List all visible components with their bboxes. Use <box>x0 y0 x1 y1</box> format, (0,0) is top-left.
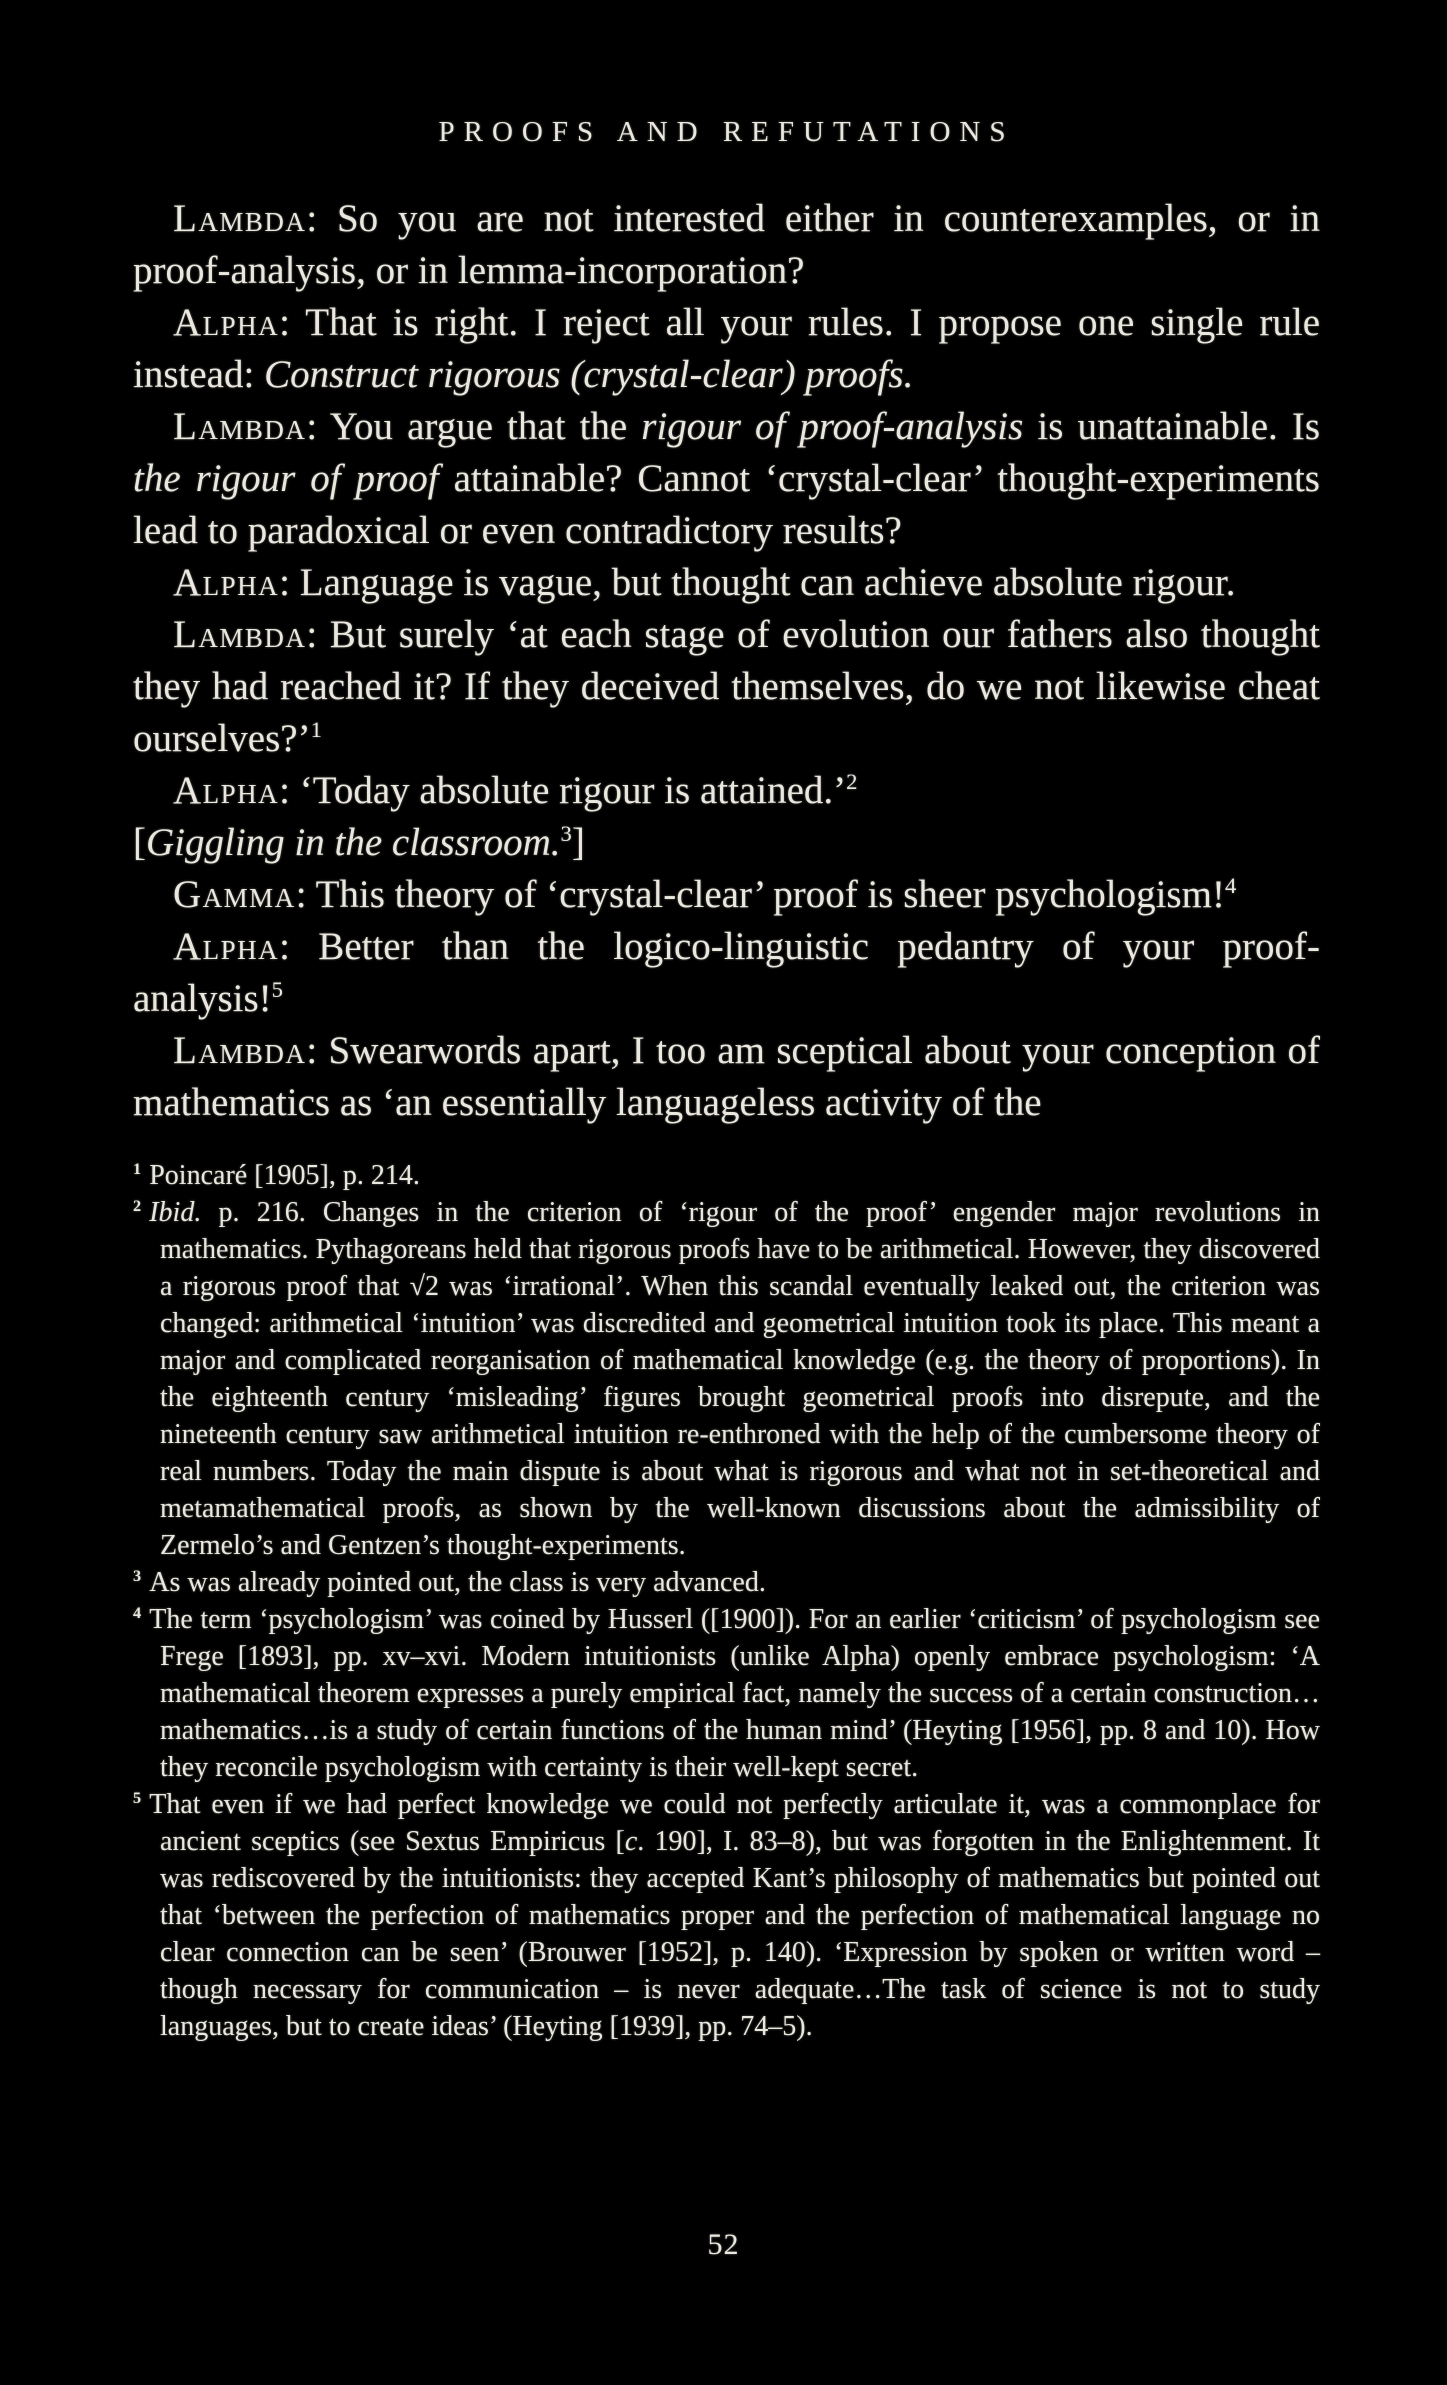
running-title: PROOFS AND REFUTATIONS <box>438 116 1015 148</box>
text-segment: : This theory of ‘crystal-clear’ proof is sheer psychologism! <box>295 873 1225 916</box>
text-segment: the rigour of proof <box>133 457 439 500</box>
text-segment: is unattainable. Is <box>1023 405 1320 448</box>
footnote-3 <box>133 1564 1320 1601</box>
text-segment: 1 <box>310 717 322 742</box>
text-segment: : You argue that the <box>306 405 642 448</box>
dialogue-paragraph-alpha-4 <box>133 921 1320 1025</box>
text-segment: : But surely ‘at each stage of evolution our fathers also thought they had reached it? If they deceived themselves, do we not likewise cheat ourselves?’ <box>133 613 1320 760</box>
speaker-name: Alpha <box>173 925 280 968</box>
page-content <box>133 116 1320 2045</box>
text-segment: attainable? Cannot ‘crystal-clear’ thought-experiments lead to paradoxical or even contradictory results? <box>133 457 1320 552</box>
text-segment: ] <box>571 821 585 864</box>
text-segment: : That is right. I reject all your rules. I propose one single rule instead: <box>133 301 1320 396</box>
text-segment: . 190], I. 83–8), but was forgotten in the Enlightenment. It was rediscovered by the intuitionists: they accepted Kant’s philosophy of mathematics but pointed out that ‘between the perfection of mathematics proper and the perfection of mathematical language no clear connection can be seen’ (Brouwer [1952], p. 140). ‘Expression by spoken or written word – though necessary for communication – is never adequate…The task of science is not to study languages, but to create ideas’ (Heyting [1939], pp. 74–5). <box>160 1826 1320 2042</box>
dialogue-paragraph-alpha-3 <box>133 765 1320 817</box>
text-segment: rigour of proof-analysis <box>641 405 1024 448</box>
speaker-name: Alpha <box>173 769 280 812</box>
page-number: 52 <box>707 2228 740 2261</box>
footnote-number: 2 <box>133 1196 142 1215</box>
footnote-number: 5 <box>133 1788 142 1807</box>
footnote-text <box>149 1197 1320 1561</box>
footnote-1 <box>133 1157 1320 1194</box>
text-segment: Ibid. <box>149 1197 202 1228</box>
speaker-name: Alpha <box>173 561 280 604</box>
footnote-2 <box>133 1194 1320 1564</box>
speaker-name: Lambda <box>173 1029 307 1072</box>
text-segment: 2 <box>846 769 858 794</box>
text-segment: c <box>624 1826 638 1857</box>
text-segment: 4 <box>1224 873 1237 898</box>
text-segment: The term ‘psychologism’ was coined by Husserl ([1900]). For an earlier ‘criticism’ of psychologism see Frege [1893], pp. xv–xvi. Modern intuitionists (unlike Alpha) openly embrace psychologism: ‘A mathematical theorem expresses a purely empirical fact, namely the success of a certain construction…mathematics…is a study of certain functions of the human mind’ (Heyting [1956], pp. 8 and 10). How they reconcile psychologism with certainty is their well-kept secret. <box>149 1604 1320 1783</box>
text-segment: As was already pointed out, the class is very advanced. <box>149 1567 766 1598</box>
dialogue-paragraph-lambda-4 <box>133 1025 1320 1129</box>
footnote-text <box>149 1567 766 1598</box>
footnote-number: 3 <box>133 1566 142 1585</box>
text-segment: 3 <box>560 821 572 846</box>
text-segment: : So you are not interested either in counterexamples, or in proof-analysis, or in lemma-incorporation? <box>133 197 1320 292</box>
text-segment: p. 216. Changes in the criterion of ‘rigour of the proof’ engender major revolutions in mathematics. Pythagoreans held that rigorous proofs have to be arithmetical. However, they discovered a rigorous proof that √2 was ‘irrational’. When this scandal eventually leaked out, the criterion was changed: arithmetical ‘intuition’ was discredited and geometrical intuition took its place. This meant a major and complicated reorganisation of mathematical knowledge (e.g. the theory of proportions). In the eighteenth century ‘misleading’ figures brought geometrical proofs into disrepute, and the nineteenth century saw arithmetical intuition re-enthroned with the help of the cumbersome theory of real numbers. Today the main dispute is about what is rigorous and what not in set-theoretical and metamathematical proofs, as shown by the well-known discussions about the admissibility of Zermelo’s and Gentzen’s thought-experiments. <box>160 1197 1320 1561</box>
text-segment: 5 <box>271 977 283 1002</box>
speaker-name: Gamma <box>173 873 296 916</box>
footnotes-section <box>133 1157 1320 2045</box>
dialogue-paragraph-alpha-1 <box>133 297 1320 401</box>
footnote-number: 4 <box>133 1603 142 1622</box>
text-segment: : ‘Today absolute rigour is attained.’ <box>279 769 847 812</box>
footnote-text <box>149 1604 1320 1783</box>
footnote-5 <box>133 1786 1320 2045</box>
text-segment: Construct rigorous (crystal-clear) proofs. <box>264 353 914 396</box>
speaker-name: Lambda <box>173 613 307 656</box>
dialogue-paragraph-lambda-2 <box>133 401 1320 557</box>
text-segment: : Better than the logico-linguistic pedantry of your proof-analysis! <box>133 925 1320 1020</box>
footnote-text <box>149 1160 420 1191</box>
text-segment: Giggling in the classroom. <box>146 821 561 864</box>
dialogue-paragraph-alpha-2 <box>133 557 1320 609</box>
dialogue-section <box>133 193 1320 1129</box>
text-segment: : Language is vague, but thought can achieve absolute rigour. <box>279 561 1236 604</box>
stage-direction-giggling <box>133 817 1320 869</box>
text-segment: Poincaré [1905], p. 214. <box>149 1160 420 1191</box>
footnote-number: 1 <box>133 1159 142 1178</box>
dialogue-paragraph-lambda-3 <box>133 609 1320 765</box>
speaker-name: Lambda <box>173 197 307 240</box>
text-segment: : Swearwords apart, I too am sceptical about your conception of mathematics as ‘an essentially languageless activity of the <box>133 1029 1320 1124</box>
speaker-name: Alpha <box>173 301 280 344</box>
footnote-text <box>149 1789 1320 2042</box>
text-segment: That even if we had perfect knowledge we could not perfectly articulate it, was a commonplace for ancient sceptics (see Sextus Empiricus [ <box>149 1789 1320 1857</box>
footnote-4 <box>133 1601 1320 1786</box>
dialogue-paragraph-lambda-1 <box>133 193 1320 297</box>
text-segment: [ <box>133 821 146 864</box>
dialogue-paragraph-gamma-1 <box>133 869 1320 921</box>
speaker-name: Lambda <box>173 405 307 448</box>
